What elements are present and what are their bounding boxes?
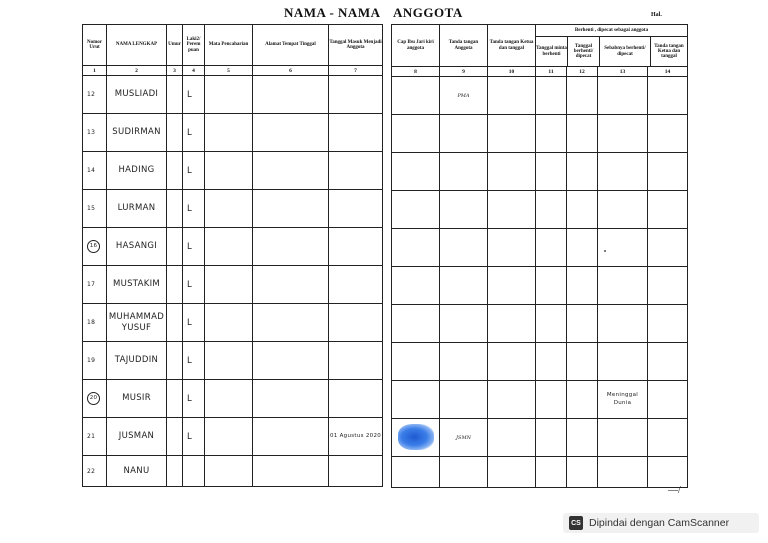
member-name: MUSIR — [107, 380, 167, 418]
request-stop-date — [536, 381, 567, 419]
member-job — [205, 380, 253, 418]
member-address — [253, 304, 329, 342]
request-stop-date — [536, 305, 567, 343]
ink-speck — [604, 250, 606, 252]
member-job — [205, 76, 253, 114]
thumbprint — [398, 424, 434, 450]
stop-date — [567, 267, 598, 305]
member-signature — [440, 381, 488, 419]
chair-signature-2 — [648, 381, 688, 419]
member-name: MUHAMMAD YUSUF — [107, 304, 167, 342]
col-number: 9 — [440, 67, 488, 77]
member-age — [167, 456, 183, 487]
request-stop-date — [536, 77, 567, 115]
table-row — [83, 304, 383, 342]
stop-date — [567, 153, 598, 191]
header-berhenti-title: Berhenti , dipecat sebagai anggota — [536, 25, 687, 37]
member-signature — [440, 343, 488, 381]
right-page — [391, 24, 687, 498]
row-number — [83, 76, 107, 114]
stop-reason — [598, 457, 648, 488]
member-age — [167, 380, 183, 418]
camscanner-icon: CS — [569, 516, 583, 530]
table-row — [392, 343, 688, 381]
member-address — [253, 342, 329, 380]
member-signature — [440, 305, 488, 343]
member-join-date — [329, 76, 383, 114]
row-number-text: 22 — [87, 467, 96, 475]
member-sex: L — [183, 152, 205, 190]
member-sex: L — [183, 76, 205, 114]
chair-signature — [488, 191, 536, 229]
col-number: 7 — [329, 66, 383, 76]
header-berhenti-group — [536, 25, 688, 67]
member-join-date — [329, 152, 383, 190]
stop-reason — [598, 267, 648, 305]
col-number: 3 — [167, 66, 183, 76]
member-signature — [440, 191, 488, 229]
stop-date — [567, 381, 598, 419]
header-cap-ibu-jari: Cap Ibu Jari kiri anggota — [392, 25, 440, 67]
member-address — [253, 152, 329, 190]
row-number — [83, 114, 107, 152]
stop-reason — [598, 229, 648, 267]
title-right: ANGGOTA — [393, 5, 463, 20]
member-signature — [440, 115, 488, 153]
member-job — [205, 456, 253, 487]
table-row — [83, 380, 383, 418]
stop-date — [567, 229, 598, 267]
thumbprint-cell — [392, 191, 440, 229]
table-row — [392, 191, 688, 229]
chair-signature — [488, 305, 536, 343]
member-sex: L — [183, 114, 205, 152]
header-alamat: Alamat Tempat Tinggal — [253, 25, 329, 66]
member-signature — [440, 153, 488, 191]
table-row — [83, 266, 383, 304]
member-sex: L — [183, 190, 205, 228]
row-number-circled: 16 — [87, 240, 100, 253]
stop-date — [567, 457, 598, 488]
row-number-text: 14 — [87, 167, 96, 174]
member-join-date — [329, 266, 383, 304]
thumbprint-cell — [392, 343, 440, 381]
member-address — [253, 228, 329, 266]
row-number — [83, 342, 107, 380]
member-sex: L — [183, 380, 205, 418]
table-row — [392, 457, 688, 488]
chair-signature — [488, 381, 536, 419]
header-nama-lengkap: NAMA LENGKAP — [107, 25, 167, 66]
member-join-date — [329, 380, 383, 418]
member-address — [253, 76, 329, 114]
chair-signature-2 — [648, 419, 688, 457]
stop-date — [567, 343, 598, 381]
chair-signature — [488, 343, 536, 381]
col-number: 11 — [536, 67, 567, 77]
table-row — [83, 76, 383, 114]
member-age — [167, 190, 183, 228]
chair-signature-2 — [648, 305, 688, 343]
row-number-text: 17 — [87, 281, 96, 288]
member-age — [167, 76, 183, 114]
request-stop-date — [536, 419, 567, 457]
member-sex: L — [183, 418, 205, 456]
row-number — [83, 190, 107, 228]
member-name: TAJUDDIN — [107, 342, 167, 380]
member-age — [167, 342, 183, 380]
header-tanda-tangan-ketua: Tanda tangan Ketua dan tanggal — [488, 25, 536, 67]
member-address — [253, 418, 329, 456]
stop-reason — [598, 153, 648, 191]
member-name: MUSLIADI — [107, 76, 167, 114]
member-join-date — [329, 190, 383, 228]
member-job — [205, 228, 253, 266]
col-number: 10 — [488, 67, 536, 77]
request-stop-date — [536, 115, 567, 153]
member-age — [167, 114, 183, 152]
row-number — [83, 228, 107, 266]
member-join-date — [329, 304, 383, 342]
member-address — [253, 456, 329, 487]
row-number — [83, 266, 107, 304]
table-row — [83, 152, 383, 190]
member-signature — [440, 229, 488, 267]
right-register-table — [391, 24, 688, 488]
row-number-text: 13 — [87, 129, 96, 136]
member-name: HASANGI — [107, 228, 167, 266]
chair-signature-2 — [648, 77, 688, 115]
table-row — [83, 228, 383, 266]
stop-date — [567, 419, 598, 457]
header-tanggal-masuk: Tanggal Masuk Menjadi Anggota — [329, 25, 383, 66]
chair-signature — [488, 229, 536, 267]
table-row — [83, 456, 383, 487]
thumbprint-cell — [392, 419, 440, 457]
thumbprint-cell — [392, 77, 440, 115]
row-number — [83, 456, 107, 487]
stop-reason — [598, 419, 648, 457]
left-page — [82, 24, 382, 498]
col-number: 1 — [83, 66, 107, 76]
member-join-date — [329, 228, 383, 266]
member-join-date — [329, 114, 383, 152]
col-number: 6 — [253, 66, 329, 76]
header-sebab-berhenti: Sebabnya berhenti/ dipecat — [600, 37, 651, 66]
member-sex: L — [183, 266, 205, 304]
stop-reason — [598, 305, 648, 343]
member-name: SUDIRMAN — [107, 114, 167, 152]
stop-date — [567, 77, 598, 115]
col-number: 14 — [648, 67, 688, 77]
member-sex: L — [183, 342, 205, 380]
row-number-circled: 20 — [87, 392, 100, 405]
chair-signature — [488, 77, 536, 115]
left-register-table — [82, 24, 383, 487]
stop-reason: Meninggal Dunia — [598, 381, 648, 419]
member-age — [167, 418, 183, 456]
request-stop-date — [536, 229, 567, 267]
stop-reason — [598, 343, 648, 381]
thumbprint-cell — [392, 381, 440, 419]
header-tanggal-minta-berhenti: Tanggal minta berhenti — [536, 37, 568, 66]
thumbprint-cell — [392, 457, 440, 488]
thumbprint-cell — [392, 229, 440, 267]
table-row — [392, 229, 688, 267]
member-age — [167, 304, 183, 342]
request-stop-date — [536, 267, 567, 305]
member-signature — [440, 267, 488, 305]
pen-mark: —/ — [668, 485, 681, 496]
request-stop-date — [536, 457, 567, 488]
thumbprint-cell — [392, 305, 440, 343]
table-row — [392, 115, 688, 153]
chair-signature — [488, 419, 536, 457]
member-job — [205, 418, 253, 456]
member-address — [253, 380, 329, 418]
row-number — [83, 152, 107, 190]
col-number: 4 — [183, 66, 205, 76]
camscanner-label: Dipindai dengan CamScanner — [589, 517, 730, 529]
member-join-date — [329, 456, 383, 487]
member-job — [205, 304, 253, 342]
chair-signature — [488, 115, 536, 153]
member-age — [167, 228, 183, 266]
header-nomor-urut: Nomor Urut — [83, 25, 107, 66]
row-number-text: 12 — [87, 91, 96, 98]
member-join-date: 01 Agustus 2020 — [329, 418, 383, 456]
table-row — [83, 114, 383, 152]
stop-date — [567, 115, 598, 153]
member-address — [253, 114, 329, 152]
stop-date — [567, 305, 598, 343]
member-signature: JSMN — [440, 419, 488, 457]
member-address — [253, 190, 329, 228]
col-number: 8 — [392, 67, 440, 77]
member-job — [205, 190, 253, 228]
header-jenis-kelamin: Laki2/ Perem puan — [183, 25, 205, 66]
member-job — [205, 114, 253, 152]
header-tanggal-berhenti: Tanggal berhenti/ dipecat — [568, 37, 600, 66]
thumbprint-cell — [392, 267, 440, 305]
camscanner-badge — [563, 513, 759, 533]
row-number-text: 18 — [87, 319, 96, 326]
thumbprint-cell — [392, 153, 440, 191]
member-sex — [183, 456, 205, 487]
chair-signature-2 — [648, 153, 688, 191]
col-number: 13 — [598, 67, 648, 77]
chair-signature — [488, 457, 536, 488]
stop-date — [567, 191, 598, 229]
table-row — [392, 267, 688, 305]
table-row — [392, 77, 688, 115]
chair-signature-2 — [648, 457, 688, 488]
member-job — [205, 152, 253, 190]
request-stop-date — [536, 153, 567, 191]
row-number — [83, 304, 107, 342]
row-number — [83, 418, 107, 456]
col-number: 5 — [205, 66, 253, 76]
table-row — [83, 418, 383, 456]
page-number-label: Hal. — [651, 12, 662, 18]
stop-reason — [598, 115, 648, 153]
member-age — [167, 266, 183, 304]
header-umur: Umur — [167, 25, 183, 66]
table-row — [83, 190, 383, 228]
member-signature — [440, 457, 488, 488]
chair-signature — [488, 267, 536, 305]
member-name: MUSTAKIM — [107, 266, 167, 304]
member-signature: PMA — [440, 77, 488, 115]
table-row — [392, 419, 688, 457]
member-name: JUSMAN — [107, 418, 167, 456]
title-left: NAMA - NAMA — [284, 5, 381, 20]
row-number-text: 19 — [87, 357, 96, 364]
row-number-text: 21 — [87, 433, 96, 440]
row-number-text: 15 — [87, 205, 96, 212]
member-sex: L — [183, 228, 205, 266]
request-stop-date — [536, 191, 567, 229]
header-tanda-tangan-ketua-2: Tanda tangan Ketua dan tanggal — [654, 43, 684, 60]
stop-reason — [598, 77, 648, 115]
chair-signature-2 — [648, 343, 688, 381]
request-stop-date — [536, 343, 567, 381]
header-mata-pencaharian: Mata Pencaharian — [205, 25, 253, 66]
table-row — [83, 342, 383, 380]
member-name: NANU — [107, 456, 167, 487]
stop-reason — [598, 191, 648, 229]
col-number: 2 — [107, 66, 167, 76]
header-tanda-tangan-anggota: Tanda tangan Anggota — [440, 25, 488, 67]
chair-signature-2 — [648, 229, 688, 267]
member-name: HADING — [107, 152, 167, 190]
row-number — [83, 380, 107, 418]
chair-signature — [488, 153, 536, 191]
chair-signature-2 — [648, 267, 688, 305]
thumbprint-cell — [392, 115, 440, 153]
member-job — [205, 342, 253, 380]
member-name: LURMAN — [107, 190, 167, 228]
table-row — [392, 381, 688, 419]
member-job — [205, 266, 253, 304]
table-row — [392, 153, 688, 191]
chair-signature-2 — [648, 115, 688, 153]
table-row — [392, 305, 688, 343]
chair-signature-2 — [648, 191, 688, 229]
col-number: 12 — [567, 67, 598, 77]
member-address — [253, 266, 329, 304]
member-join-date — [329, 342, 383, 380]
member-age — [167, 152, 183, 190]
member-sex: L — [183, 304, 205, 342]
